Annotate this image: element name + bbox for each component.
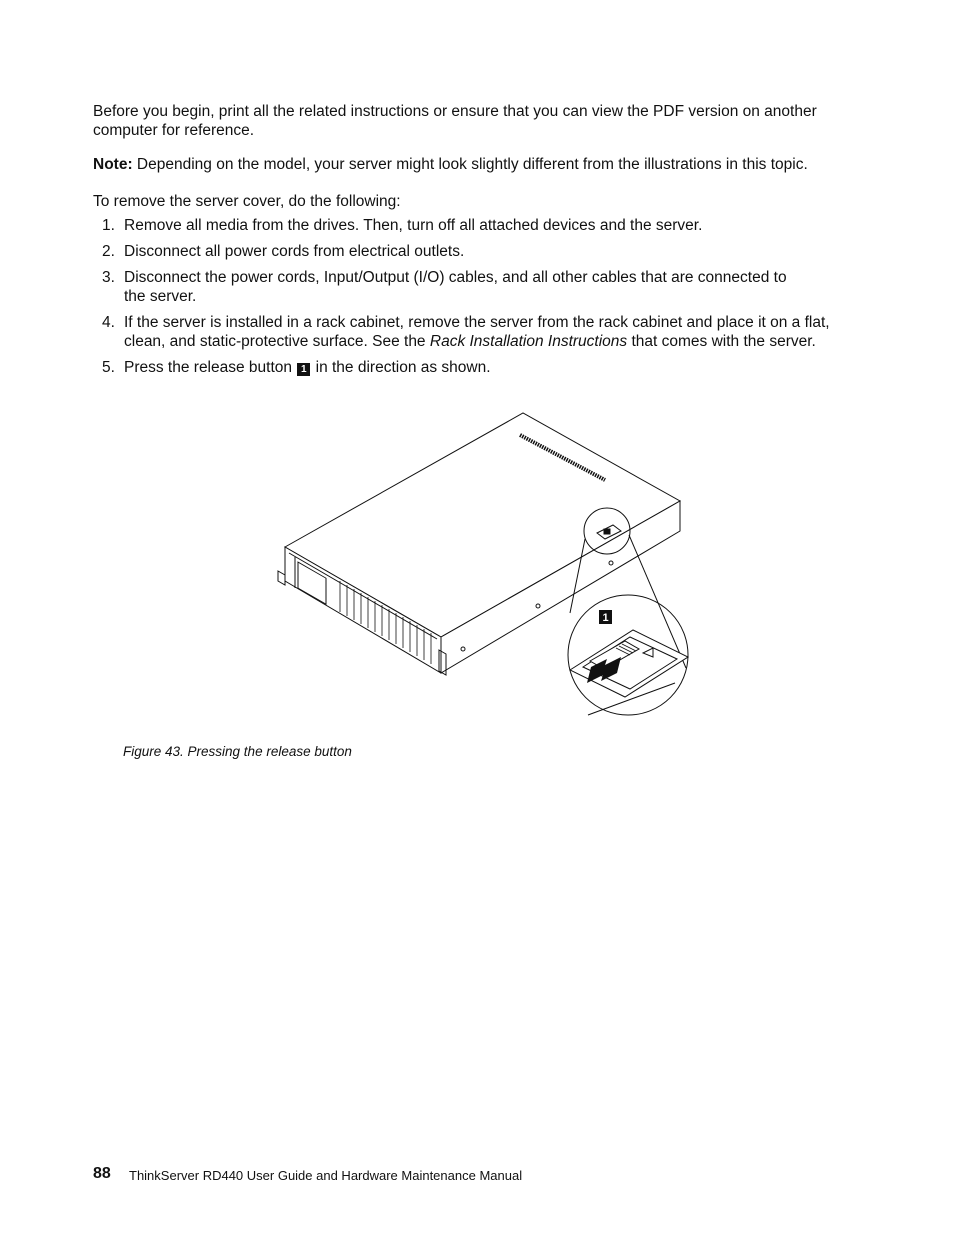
- server-illustration: [265, 405, 695, 725]
- callout-badge: 1: [297, 363, 310, 376]
- step-text: Remove all media from the drives. Then, turn off all attached devices and the server.: [124, 217, 703, 234]
- note-paragraph: [93, 155, 853, 174]
- step-item: [93, 242, 853, 261]
- note-text: Depending on the model, your server might look slightly different from the illustrations in this topic.: [132, 156, 808, 173]
- procedure-lead: To remove the server cover, do the following:: [93, 193, 401, 210]
- step-item: [93, 358, 853, 377]
- step-text-continued: that comes with the server.: [627, 333, 816, 350]
- intro-paragraph: Before you begin, print all the related instructions or ensure that you can view the PDF version on another computer for reference.: [93, 103, 817, 139]
- document-reference: Rack Installation Instructions: [429, 333, 628, 350]
- step-item: [93, 313, 853, 351]
- step-number: 5.: [102, 359, 115, 376]
- figure-callout: 1: [602, 612, 609, 624]
- step-number: 1.: [102, 217, 115, 234]
- step-text: Press the release button: [124, 359, 297, 376]
- figure-caption: Figure 43. Pressing the release button: [123, 744, 352, 759]
- procedure-steps: [93, 216, 853, 384]
- note-label: Note:: [93, 156, 133, 173]
- step-text: Disconnect all power cords from electrical outlets.: [124, 243, 465, 260]
- step-text-continued: the server.: [124, 288, 197, 305]
- step-text: If the server is installed in a rack cabinet, remove the server from the rack cabinet and place it on a flat, clean, and static-protective surface. See the: [124, 314, 830, 350]
- step-number: 2.: [102, 243, 115, 260]
- step-text-continued: in the direction as shown.: [311, 359, 491, 376]
- step-text: Disconnect the power cords, Input/Output (I/O) cables, and all other cables that are connected to: [124, 269, 787, 286]
- page-number: 88: [93, 1165, 111, 1182]
- step-number: 3.: [102, 269, 115, 286]
- step-item: [93, 216, 853, 235]
- footer-title: ThinkServer RD440 User Guide and Hardware Maintenance Manual: [129, 1168, 523, 1183]
- step-item: [93, 268, 853, 306]
- step-number: 4.: [102, 314, 115, 331]
